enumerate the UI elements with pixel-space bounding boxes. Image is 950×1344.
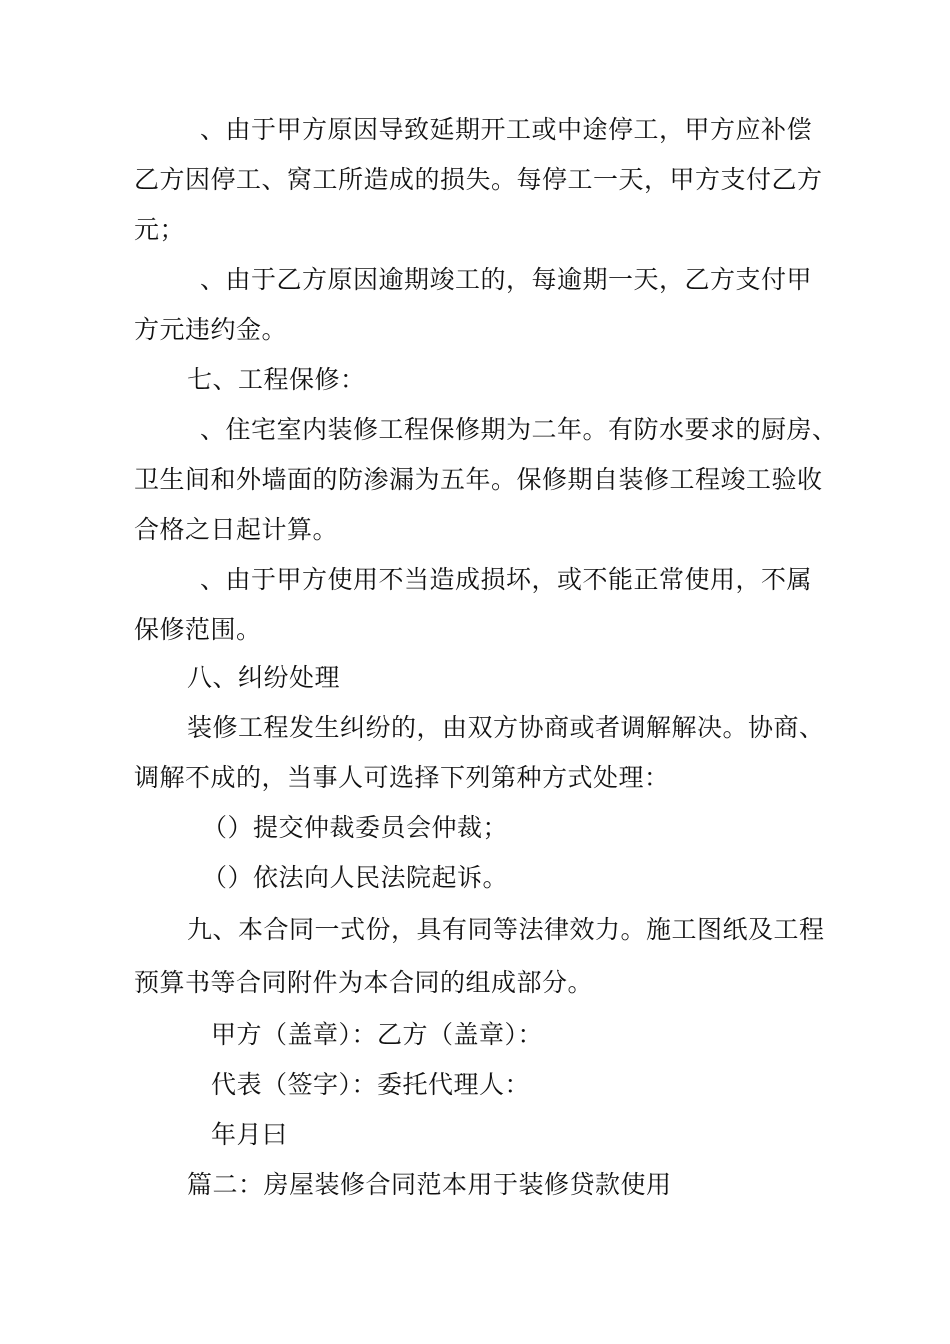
chapter-title: 篇二：房屋装修合同范本用于装修贷款使用	[187, 1170, 672, 1199]
list-item: （）提交仲裁委员会仲裁；	[202, 813, 509, 842]
paragraph-line: 元；	[134, 215, 186, 244]
date-line: 年月曰	[211, 1120, 288, 1149]
paragraph-line: 预算书等合同附件为本合同的组成部分。	[134, 968, 594, 997]
paragraph-line: 调解不成的，当事人可选择下列第种方式处理：	[134, 763, 670, 792]
section-heading: 九、本合同一式份，具有同等法律效力。施工图纸及工程	[187, 915, 825, 944]
paragraph-line: 、由于甲方原因导致延期开工或中途停工，甲方应补偿	[200, 115, 813, 144]
signature-line: 代表（签字）：委托代理人：	[211, 1070, 531, 1099]
paragraph-line: 卫生间和外墙面的防渗漏为五年。保修期自装修工程竣工验收	[134, 465, 823, 494]
paragraph-line: 合格之日起计算。	[134, 515, 339, 544]
signature-line: 甲方（盖章）：乙方（盖章）：	[211, 1020, 544, 1049]
paragraph-line: 方元违约金。	[134, 315, 288, 344]
list-item: （）依法向人民法院起诉。	[202, 863, 509, 892]
paragraph-line: 、由于甲方使用不当造成损坏，或不能正常使用，不属	[200, 565, 813, 594]
paragraph-line: 、由于乙方原因逾期竣工的，每逾期一天，乙方支付甲	[200, 265, 813, 294]
paragraph-line: 、住宅室内装修工程保修期为二年。有防水要求的厨房、	[200, 415, 838, 444]
section-heading: 七、工程保修：	[187, 365, 366, 394]
section-heading: 八、纠纷处理	[187, 663, 341, 692]
paragraph-line: 乙方因停工、窝工所造成的损失。每停工一天，甲方支付乙方	[134, 165, 823, 194]
paragraph-line: 保修范围。	[134, 615, 262, 644]
paragraph-line: 装修工程发生纠纷的，由双方协商或者调解解决。协商、	[187, 713, 825, 742]
